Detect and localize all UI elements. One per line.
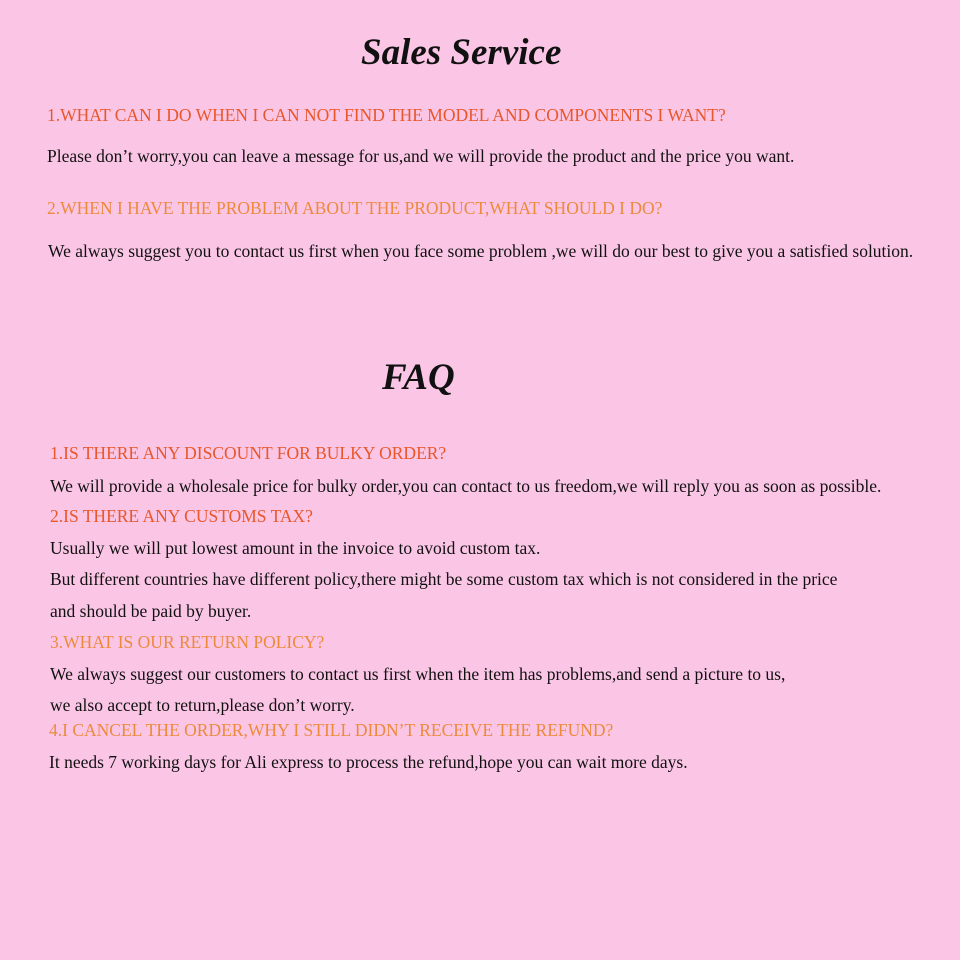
sales-service-title: Sales Service	[361, 32, 562, 73]
sales-question-2: 2.WHEN I HAVE THE PROBLEM ABOUT THE PRODUCT,WHAT SHOULD I DO?	[47, 198, 663, 218]
sales-answer-1: Please don’t worry,you can leave a message for us,and we will provide the product and the price you want.	[47, 146, 795, 166]
faq-answer-3-line-2: we also accept to return,please don’t worry.	[50, 695, 355, 715]
faq-question-4: 4.I CANCEL THE ORDER,WHY I STILL DIDN’T RECEIVE THE REFUND?	[49, 720, 614, 740]
faq-answer-2-line-3: and should be paid by buyer.	[50, 601, 252, 621]
faq-answer-4-line-1: It needs 7 working days for Ali express to process the refund,hope you can wait more days.	[49, 752, 688, 772]
faq-answer-1-line-1: We will provide a wholesale price for bulky order,you can contact to us freedom,we will reply you as soon as possible.	[50, 476, 882, 496]
faq-question-2: 2.IS THERE ANY CUSTOMS TAX?	[50, 506, 313, 526]
faq-title: FAQ	[382, 357, 455, 398]
faq-answer-2-line-1: Usually we will put lowest amount in the invoice to avoid custom tax.	[50, 538, 541, 558]
sales-answer-2: We always suggest you to contact us first when you face some problem ,we will do our best to give you a satisfied solution.	[48, 241, 914, 261]
faq-answer-2-line-2: But different countries have different policy,there might be some custom tax which is not considered in the price	[50, 569, 838, 589]
sales-question-1: 1.WHAT CAN I DO WHEN I CAN NOT FIND THE MODEL AND COMPONENTS I WANT?	[47, 105, 726, 125]
faq-question-3: 3.WHAT IS OUR RETURN POLICY?	[50, 632, 325, 652]
faq-answer-3-line-1: We always suggest our customers to contact us first when the item has problems,and send a picture to us,	[50, 664, 786, 684]
faq-question-1: 1.IS THERE ANY DISCOUNT FOR BULKY ORDER?	[50, 443, 447, 463]
